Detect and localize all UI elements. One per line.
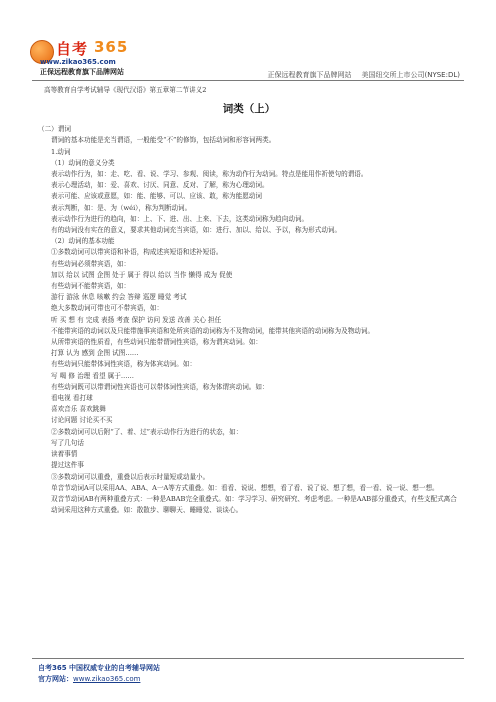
footer-site-label: 官方网站： bbox=[38, 675, 73, 683]
paragraph: 从所带宾语的性质看，有些动词只能带谓词性宾语，称为谓宾动词。如： bbox=[51, 338, 262, 347]
paragraph: 表示动作行为，如：走、吃、看、说、学习、参观、阅读，称为动作行为动词。特点是能用作祈使句的谓语。 bbox=[51, 170, 368, 179]
paragraph: 绝大多数动词可带也可不带宾语，如： bbox=[51, 304, 164, 313]
paragraph: 表示心理活动，如：爱、喜欢、讨厌、同意、反对、了解，称为心理动词。 bbox=[51, 181, 269, 190]
example-phrase: 喜欢音乐 喜欢跳舞 bbox=[51, 405, 106, 414]
header-brand-note: 正保远程教育旗下品牌网站 bbox=[267, 71, 352, 79]
paragraph: 不能带宾语的动词以及只能带施事宾语和处所宾语的动词称为不及物动词，能带其他宾语的动词称为及物动词。 bbox=[51, 326, 375, 335]
paragraph: ③多数动词可以重叠，重叠以后表示时量短或动量小。 bbox=[51, 472, 210, 481]
paragraph: ②多数动词可以后附“了、着、过”表示动作行为进行的状态，如： bbox=[51, 427, 243, 436]
paragraph: 双音节动词AB有两种重叠方式：一种是ABAB完全重叠式。如：学习学习、研究研究、考虑考虑。一种是AAB部分重叠式，有些支配式离合动词采用这种方式重叠。如：散散步、聊聊天、睡睡觉、谈谈心。 bbox=[51, 494, 457, 515]
logo-brand-number: 365 bbox=[94, 38, 129, 56]
example-phrase: 看电视 看打球 bbox=[51, 394, 93, 403]
example-words: 听 买 想 有 完成 表扬 考查 保护 访问 发送 改善 关心 担任 bbox=[51, 315, 222, 324]
footer-site-line bbox=[38, 674, 160, 685]
logo-slogan: 正保远程教育旗下品牌网站 bbox=[40, 68, 124, 76]
example-phrase: 写了几句话 bbox=[51, 438, 84, 447]
header-divider bbox=[32, 80, 464, 81]
paragraph: 有些动词不能带宾语，如： bbox=[51, 282, 131, 291]
header-listing-note: 美国纽交所上市公司(NYSE:DL) bbox=[361, 71, 460, 79]
example-phrase: 提过这件事 bbox=[51, 461, 84, 470]
paragraph: 有些动词只能带体词性宾语，称为体宾动词。如： bbox=[51, 360, 197, 369]
document-body bbox=[38, 85, 460, 516]
paragraph: 有些动词既可以带谓词性宾语也可以带体词性宾语，称为体谓宾动词。如： bbox=[51, 382, 269, 391]
logo-url: www.zikao365.com bbox=[40, 58, 116, 66]
paragraph: 表示判断，如：是、为（wéi），称为判断动词。 bbox=[51, 203, 192, 212]
paragraph: 表示可能、应该或意愿，如：能、能够、可以、应该、敢，称为能愿动词 bbox=[51, 192, 262, 201]
paragraph: 表示动作行为进行的趋向，如：上、下、进、出、上来、下去，这类动词称为趋向动词。 bbox=[51, 214, 309, 223]
header-right-text bbox=[268, 70, 461, 80]
footer-tagline: 自考365 中国权威专业的自考辅导网站 bbox=[38, 664, 161, 672]
section-heading: （二）谓词 bbox=[38, 125, 71, 134]
paragraph: 有的动词没有实在的意义，要求其他动词充当宾语，如：进行、加以、给以、予以，称为形式动词。 bbox=[51, 226, 342, 235]
paragraph: ①多数动词可以带宾语和补语，构成述宾短语和述补短语。 bbox=[51, 248, 223, 257]
page-footer bbox=[38, 663, 160, 685]
document-title: 词类（上） bbox=[222, 103, 276, 116]
paragraph: 单音节动词A可以采用AA、ABA、A一A等方式重叠。如：看看、说说、想想，看了看、说了说、想了想，看一看、说一说、想一想。 bbox=[51, 483, 439, 492]
footer-divider bbox=[32, 658, 464, 659]
example-words: 加以 给以 试图 企图 处于 属于 得以 给以 当作 懒得 成为 促使 bbox=[51, 270, 233, 279]
paragraph: 谓词的基本功能是充当谓语，一般能受“不”的修饰，包括动词和形容词两类。 bbox=[51, 136, 276, 145]
page-header bbox=[0, 0, 496, 82]
subsection-heading: （1）动词的意义分类 bbox=[51, 158, 115, 167]
site-logo[interactable] bbox=[30, 38, 150, 78]
example-phrase: 讨论问题 讨论买不买 bbox=[51, 416, 113, 425]
footer-site-link[interactable]: www.zikao365.com bbox=[73, 675, 141, 683]
example-words: 打算 认为 感到 企图 试图…… bbox=[51, 349, 139, 358]
example-phrase: 读着事情 bbox=[51, 450, 78, 459]
logo-brand-text: 自考 bbox=[56, 40, 89, 58]
example-words: 写 喝 修 治理 看望 属于…… bbox=[51, 371, 135, 380]
example-words: 游行 游泳 休息 咳嗽 约会 答辩 巡逻 睡觉 考试 bbox=[51, 293, 187, 302]
subsection-heading: （2）动词的基本功能 bbox=[51, 237, 115, 246]
subsection-heading: 1.动词 bbox=[51, 147, 71, 156]
paragraph: 有些动词必须带宾语，如： bbox=[51, 259, 131, 268]
course-line: 高等教育自学考试辅导《现代汉语》第五章第二节讲义2 bbox=[44, 86, 207, 94]
